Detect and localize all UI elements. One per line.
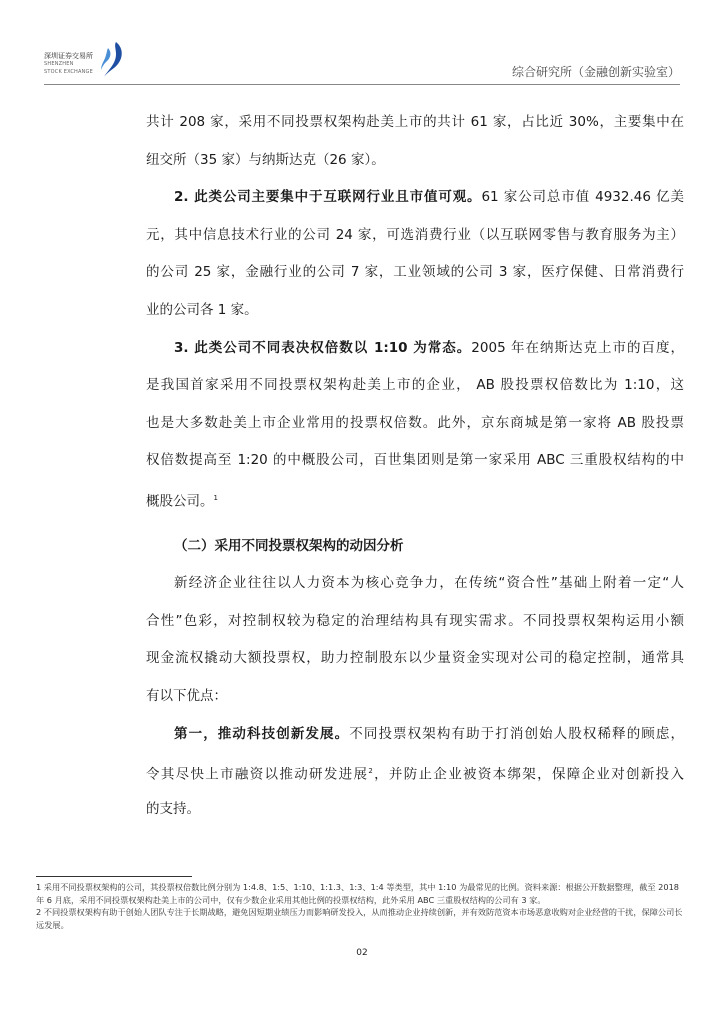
text-line: 的支持。 [146, 800, 200, 817]
section-heading: （二）采用不同投票权架构的动因分析 [174, 537, 404, 554]
point-3-line [146, 330, 684, 368]
text-line: 合性”色彩，对控制权较为稳定的治理结构具有现实需求。不同投票权架构运用小额 [146, 612, 684, 629]
footnote-ref-1[interactable]: 1 [213, 493, 218, 502]
text-line: 也是大多数赴美上市企业常用的投票权倍数。此外，京东商城是第一家将 AB 股投票 [146, 414, 684, 431]
header-divider [44, 84, 680, 85]
text-line: 共计 208 家，采用不同投票权架构赴美上市的共计 61 家，占比近 30%，主要集中在 [146, 114, 684, 130]
point-3-text: 2005 年在纳斯达克上市的百度， [471, 339, 684, 356]
page-number: 02 [356, 948, 368, 958]
exchange-logo [44, 40, 134, 80]
text-line: 是我国首家采用不同投票权架构赴美上市的企业， AB 股投票权倍数比为 1:10，这 [146, 377, 684, 394]
logo-en-2: STOCK EXCHANGE [44, 69, 93, 75]
text-line: 的公司 25 家，金融行业的公司 7 家，工业领域的公司 3 家，医疗保健、日常消费行 [146, 264, 684, 281]
text-line: 权倍数提高至 1:20 的中概股公司，百世集团则是第一家采用 ABC 三重股权结构的中 [146, 452, 684, 469]
footnotes [36, 881, 686, 931]
footnote-2: 2 不同投票权架构有助于创始人团队专注于长期战略，避免因短期业绩压力而影响研发投入，从而推动企业持续创新，并有效防范资本市场恶意收购对企业经营的干扰，保障公司长远发展。 [36, 907, 683, 930]
institute-name: 综合研究所（金融创新实验室） [511, 65, 680, 79]
text-line: 元，其中信息技术行业的公司 24 家，可选消费行业（以互联网零售与教育服务为主） [146, 226, 684, 243]
text-line: 业的公司各 1 家。 [146, 301, 258, 318]
point-3-heading: 3. 此类公司不同表决权倍数以 1:10 为常态。 [174, 339, 472, 356]
footnote-1: 1 采用不同投票权架构的公司，其投票权倍数比例分别为 1:4.8、1:5、1:10、1:1.3、1:3、1:4 等类型，其中 1:10 为最常见的比例。资料来源：根据公开数据整理，截至 2018 年 6 月底，采用不同投票权架构赴美上市的公司中，仅有少数企业采用其他比例的投票权结构，此外采用 ABC 三重股权结构的公司有 3 家。 [36, 882, 680, 905]
text-line: 现金流权撬动大额投票权，助力控制股东以少量资金实现对公司的稳定控制，通常具 [146, 650, 684, 667]
text-line [146, 480, 684, 518]
text-line: 纽交所（35 家）与纳斯达克（26 家）。 [146, 151, 385, 168]
point-first-heading: 第一，推动科技创新发展。 [174, 725, 350, 742]
text-fragment: 令其尽快上市融资以推动研发进展 [146, 766, 369, 783]
document-body [146, 104, 684, 828]
footnote-ref-2[interactable]: 2 [368, 767, 373, 776]
point-first-line [146, 716, 684, 754]
text-fragment: ，并防止企业被资本绑架，保障企业对创新投入 [372, 766, 684, 783]
text-line: 新经济企业往往以人力资本为核心竞争力，在传统“资合性”基础上附着一定“人 [174, 575, 684, 592]
point-2-text: 61 家公司总市值 4932.46 亿美 [481, 189, 684, 206]
logo-text [44, 52, 104, 76]
text-fragment: 概股公司。 [146, 493, 214, 510]
point-first-text: 不同投票权架构有助于打消创始人股权稀释的顾虑， [349, 725, 684, 742]
text-line [146, 753, 684, 791]
logo-cn: 深圳证券交易所 [44, 52, 93, 60]
point-2-heading: 2. 此类公司主要集中于互联网行业且市值可观。 [174, 189, 482, 206]
text-line: 有以下优点： [146, 687, 227, 704]
point-2-line [146, 179, 684, 217]
footnote-divider [36, 876, 192, 877]
logo-en-1: SHENZHEN [44, 61, 74, 67]
